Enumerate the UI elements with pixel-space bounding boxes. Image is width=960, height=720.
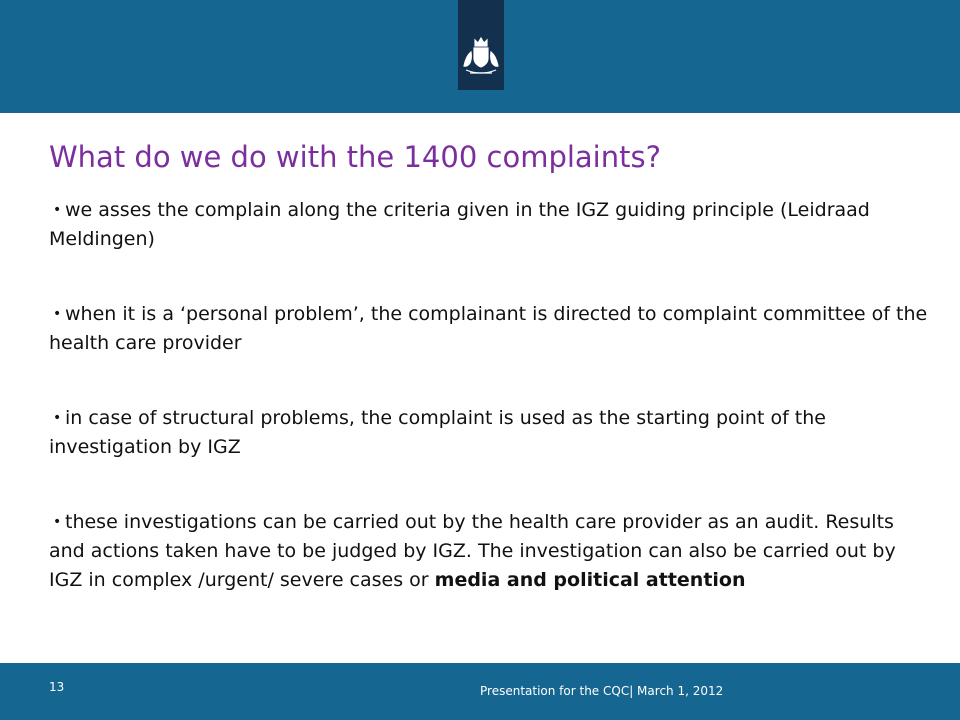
bullet-dot: • [53,202,62,218]
footer-text: Presentation for the CQC| March 1, 2012 [480,684,724,698]
bullet-text: in case of structural problems, the complaint is used as the starting point of the investigation by IGZ [49,407,826,458]
logo [458,0,504,90]
bullet-dot: • [53,306,62,322]
bullet-item [49,508,929,595]
bullet-text: when it is a ‘personal problem’, the complainant is directed to complaint committee of the health care provider [49,303,928,354]
bullet-item [49,300,929,358]
bullet-bold-text: media and political attention [434,569,746,591]
bullet-dot: • [53,514,62,530]
bullet-item [49,404,929,462]
bullet-text: these investigations can be carried out by the health care provider as an audit. Results and actions taken have to be judged by IGZ. The investigation can also be carried out by IGZ in complex /urgent/ severe cases or [49,511,896,591]
bullet-dot: • [53,410,62,426]
page-number: 13 [49,680,65,694]
bullet-item [49,196,929,254]
bullet-text: we asses the complain along the criteria given in the IGZ guiding principle (Leidraad Meldingen) [49,199,870,250]
coat-of-arms-icon [458,0,504,90]
bullet-list [49,196,929,641]
slide-title: What do we do with the 1400 complaints? [49,140,661,174]
